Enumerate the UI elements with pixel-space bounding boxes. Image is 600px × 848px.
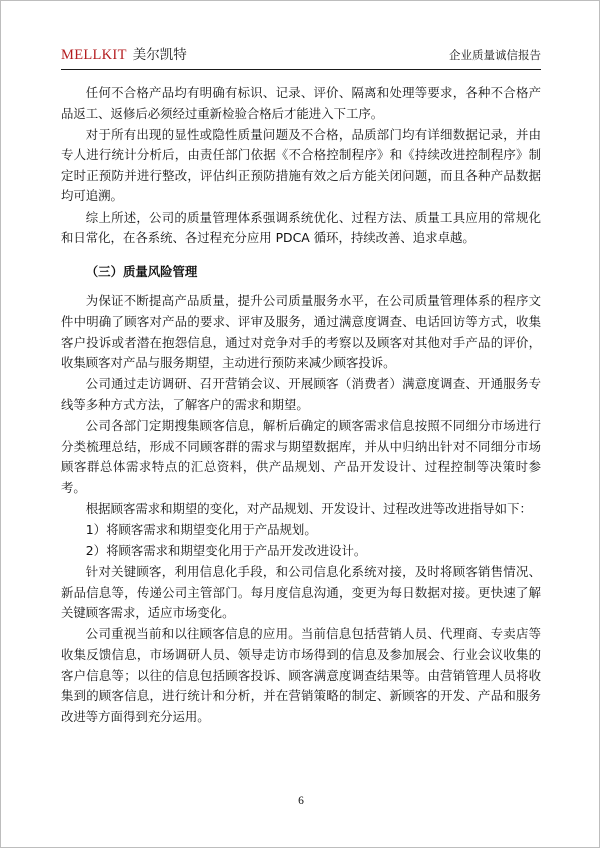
section-heading: （三）质量风险管理 bbox=[85, 263, 198, 279]
page-footer bbox=[61, 795, 541, 807]
paragraph: 公司各部门定期搜集顾客信息，解析后确定的顾客需求信息按照不同细分市场进行分类梳理总结，形成不同顾客群的需求与期望数据库，并从中归纳出针对不同细分市场顾客群总体需求特点的汇总资料，供产品规划、产品开发设计、过程控制等决策时参考。 bbox=[61, 417, 541, 495]
paragraph: 根据顾客需求和期望的变化，对产品规划、开发设计、过程改进等改进指导如下： bbox=[85, 500, 532, 516]
paragraph: 针对关键顾客，利用信息化手段，和公司信息化系统对接，及时将顾客销售情况、新品信息等，传递公司主管部门。每月度信息沟通，变更为每日数据对接。更快速了解关键顾客需求，适应市场变化。 bbox=[61, 564, 541, 621]
paragraph: 公司重视当前和以往顾客信息的应用。当前信息包括营销人员、代理商、专卖店等收集反馈信息，市场调研人员、领导走访市场得到的信息及参加展会、行业会议收集的客户信息等；以往的信息包括顾客投诉、顾客满意度调查结果等。由营销管理人员将收集到的顾客信息，进行统计和分析，并在营销策略的制定、新顾客的开发、产品和服务改进等方面得到充分运用。 bbox=[61, 626, 541, 724]
header-divider bbox=[61, 69, 541, 70]
list-item: 2）将顾客需求和期望变化用于产品开发改进设计。 bbox=[85, 542, 367, 558]
page-header bbox=[61, 43, 541, 68]
paragraph: 公司通过走访调研、召开营销会议、开展顾客（消费者）满意度调查、开通服务专线等多种方式方法，了解客户的需求和期望。 bbox=[61, 376, 541, 412]
brand-latin-name: MELLKIT bbox=[61, 47, 127, 63]
brand-chinese-name: 美尔凯特 bbox=[132, 47, 187, 63]
list-item: 1）将顾客需求和期望变化用于产品规划。 bbox=[85, 521, 317, 537]
document-body bbox=[61, 83, 541, 727]
paragraph: 综上所述，公司的质量管理体系强调系统优化、过程方法、质量工具应用的常规化和日常化，在各系统、各过程充分应用 PDCA 循环，持续改善、追求卓越。 bbox=[61, 209, 541, 246]
paragraph: 为保证不断提高产品质量，提升公司质量服务水平，在公司质量管理体系的程序文件中明确了顾客对产品的要求、评审及服务，通过满意度调查、电话回访等方式，收集客户投诉或者潜在抱怨信息，通过对竞争对手的考察以及顾客对其他对手产品的评价，收集顾客对产品与服务期望，主动进行预防来减少顾客投诉。 bbox=[61, 293, 541, 371]
header-document-title: 企业质量诚信报告 bbox=[449, 48, 541, 62]
page-content-area bbox=[61, 43, 541, 807]
paragraph: 任何不合格产品均有明确有标识、记录、评价、隔离和处理等要求，各种不合格产品返工、返修后必须经过重新检验合格后才能进入下工序。 bbox=[61, 85, 541, 121]
paragraph: 对于所有出现的显性或隐性质量问题及不合格，品质部门均有详细数据记录，并由专人进行统计分析后，由责任部门依据《不合格控制程序》和《持续改进控制程序》制定时正预防并进行整改，评估纠正预防措施有效之后方能关闭问题，而且各种产品数据均可追溯。 bbox=[61, 126, 541, 204]
header-brand bbox=[61, 43, 187, 64]
page-number: 6 bbox=[298, 795, 304, 807]
